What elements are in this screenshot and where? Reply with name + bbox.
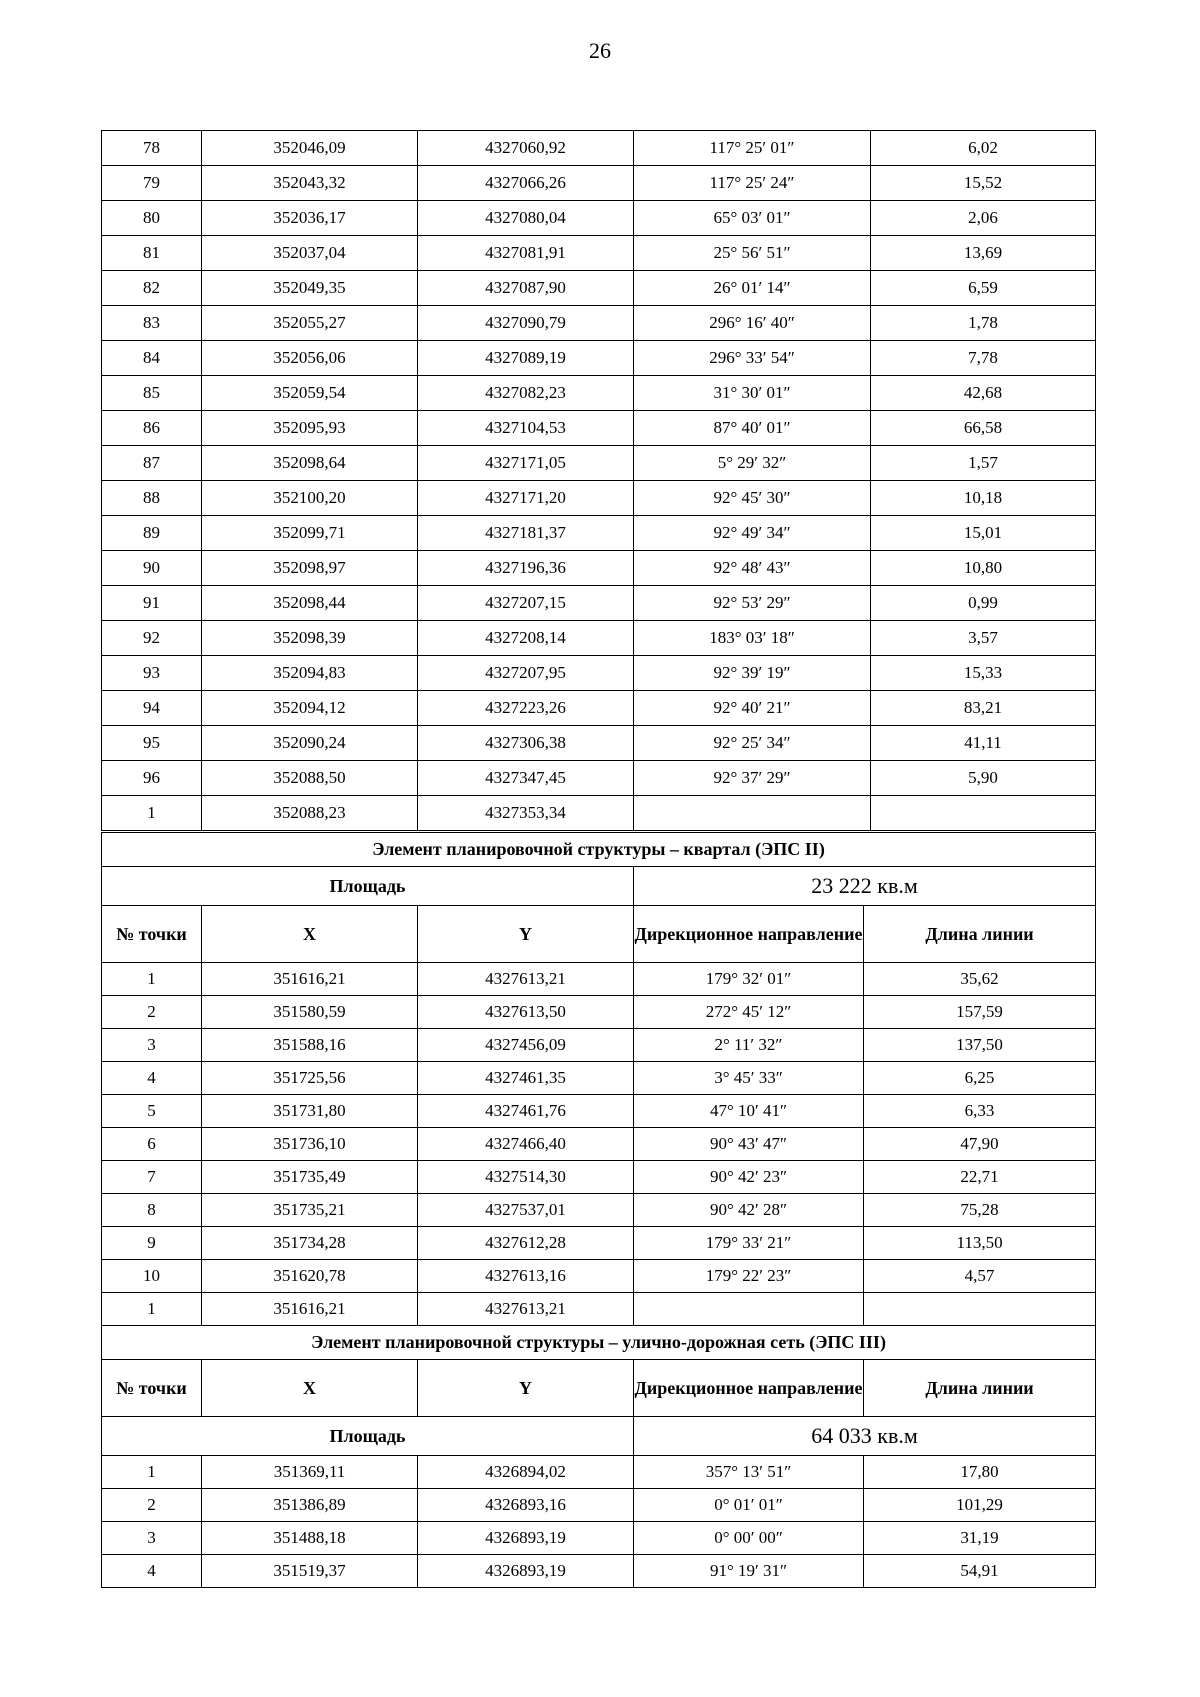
- cell-point-number: 6: [102, 1128, 202, 1161]
- cell-length: 4,57: [864, 1260, 1096, 1293]
- header-length: Длина линии: [864, 906, 1096, 963]
- cell-point-number: 5: [102, 1095, 202, 1128]
- cell-length: 5,90: [871, 761, 1096, 796]
- cell-point-number: 9: [102, 1227, 202, 1260]
- cell-y: 4327353,34: [418, 796, 634, 831]
- cell-y: 4327207,15: [418, 586, 634, 621]
- cell-direction: 179° 32′ 01″: [634, 963, 864, 996]
- cell-point-number: 4: [102, 1062, 202, 1095]
- cell-x: 351616,21: [202, 963, 418, 996]
- table-row: [102, 1029, 1096, 1062]
- cell-y: 4326893,19: [418, 1555, 634, 1588]
- table-row: [102, 796, 1096, 831]
- cell-y: 4327347,45: [418, 761, 634, 796]
- table-row: [102, 306, 1096, 341]
- cell-x: 351731,80: [202, 1095, 418, 1128]
- cell-x: 351736,10: [202, 1128, 418, 1161]
- cell-point-number: 1: [102, 796, 202, 831]
- cell-point-number: 3: [102, 1029, 202, 1062]
- cell-y: 4327613,16: [418, 1260, 634, 1293]
- coordinates-table-continued: [101, 130, 1096, 831]
- cell-x: 352049,35: [202, 271, 418, 306]
- section-title-eps2: Элемент планировочной структуры – квартал (ЭПС II): [102, 833, 1096, 867]
- cell-y: 4327080,04: [418, 201, 634, 236]
- cell-y: 4327082,23: [418, 376, 634, 411]
- cell-x: 351616,21: [202, 1293, 418, 1326]
- table-row: [102, 1489, 1096, 1522]
- cell-direction: 179° 22′ 23″: [634, 1260, 864, 1293]
- header-x: X: [202, 1360, 418, 1417]
- table-row: [102, 271, 1096, 306]
- cell-y: 4327196,36: [418, 551, 634, 586]
- cell-y: 4327461,76: [418, 1095, 634, 1128]
- cell-y: 4327613,50: [418, 996, 634, 1029]
- cell-direction: 5° 29′ 32″: [634, 446, 871, 481]
- header-point-number: № точки: [102, 906, 202, 963]
- table-row: [102, 516, 1096, 551]
- table-row: [102, 236, 1096, 271]
- area-row: [102, 1417, 1096, 1456]
- cell-direction: 47° 10′ 41″: [634, 1095, 864, 1128]
- cell-direction: [634, 1293, 864, 1326]
- table-row: [102, 1522, 1096, 1555]
- cell-point-number: 92: [102, 621, 202, 656]
- cell-point-number: 94: [102, 691, 202, 726]
- cell-point-number: 2: [102, 1489, 202, 1522]
- cell-length: 13,69: [871, 236, 1096, 271]
- cell-length: 0,99: [871, 586, 1096, 621]
- table-row: [102, 1293, 1096, 1326]
- cell-x: 351735,21: [202, 1194, 418, 1227]
- cell-length: 54,91: [864, 1555, 1096, 1588]
- cell-direction: 0° 01′ 01″: [634, 1489, 864, 1522]
- cell-y: 4327466,40: [418, 1128, 634, 1161]
- cell-point-number: 1: [102, 963, 202, 996]
- cell-direction: 92° 39′ 19″: [634, 656, 871, 691]
- cell-x: 352036,17: [202, 201, 418, 236]
- cell-length: 6,02: [871, 131, 1096, 166]
- cell-point-number: 87: [102, 446, 202, 481]
- cell-x: 352090,24: [202, 726, 418, 761]
- header-y: Y: [418, 906, 634, 963]
- cell-direction: 3° 45′ 33″: [634, 1062, 864, 1095]
- cell-point-number: 90: [102, 551, 202, 586]
- cell-length: 7,78: [871, 341, 1096, 376]
- cell-direction: [634, 796, 871, 831]
- cell-point-number: 89: [102, 516, 202, 551]
- table-row: [102, 1095, 1096, 1128]
- cell-x: 352098,44: [202, 586, 418, 621]
- header-row: [102, 906, 1096, 963]
- cell-point-number: 80: [102, 201, 202, 236]
- cell-length: 2,06: [871, 201, 1096, 236]
- table-row: [102, 726, 1096, 761]
- cell-direction: 117° 25′ 01″: [634, 131, 871, 166]
- table-row: [102, 1161, 1096, 1194]
- cell-y: 4326893,16: [418, 1489, 634, 1522]
- section-title-row: [102, 833, 1096, 867]
- cell-x: 352055,27: [202, 306, 418, 341]
- cell-x: 352099,71: [202, 516, 418, 551]
- header-y: Y: [418, 1360, 634, 1417]
- cell-x: 352098,39: [202, 621, 418, 656]
- page-number: 26: [589, 38, 611, 63]
- cell-length: 15,33: [871, 656, 1096, 691]
- cell-x: 351620,78: [202, 1260, 418, 1293]
- table-row: [102, 656, 1096, 691]
- table-row: [102, 621, 1096, 656]
- cell-direction: 296° 33′ 54″: [634, 341, 871, 376]
- cell-point-number: 4: [102, 1555, 202, 1588]
- cell-direction: 25° 56′ 51″: [634, 236, 871, 271]
- cell-length: [864, 1293, 1096, 1326]
- table-row: [102, 586, 1096, 621]
- cell-x: 352100,20: [202, 481, 418, 516]
- cell-point-number: 83: [102, 306, 202, 341]
- table-row: [102, 1128, 1096, 1161]
- cell-y: 4327090,79: [418, 306, 634, 341]
- table-row: [102, 996, 1096, 1029]
- cell-x: 352098,97: [202, 551, 418, 586]
- cell-y: 4327537,01: [418, 1194, 634, 1227]
- table-row: [102, 963, 1096, 996]
- cell-length: 1,78: [871, 306, 1096, 341]
- cell-point-number: 82: [102, 271, 202, 306]
- cell-length: 157,59: [864, 996, 1096, 1029]
- cell-y: 4326893,19: [418, 1522, 634, 1555]
- cell-point-number: 95: [102, 726, 202, 761]
- cell-direction: 31° 30′ 01″: [634, 376, 871, 411]
- coordinates-table-sections: [101, 832, 1096, 1588]
- area-label-eps2: Площадь: [102, 867, 634, 906]
- cell-y: 4327081,91: [418, 236, 634, 271]
- cell-y: 4327461,35: [418, 1062, 634, 1095]
- area-row: [102, 867, 1096, 906]
- table-row: [102, 691, 1096, 726]
- cell-point-number: 8: [102, 1194, 202, 1227]
- cell-y: 4327171,05: [418, 446, 634, 481]
- table-row: [102, 1555, 1096, 1588]
- cell-length: 137,50: [864, 1029, 1096, 1062]
- header-direction: Дирекционное направление: [634, 1360, 864, 1417]
- cell-length: 31,19: [864, 1522, 1096, 1555]
- cell-direction: 90° 42′ 23″: [634, 1161, 864, 1194]
- cell-y: 4327207,95: [418, 656, 634, 691]
- cell-x: 352095,93: [202, 411, 418, 446]
- cell-length: 1,57: [871, 446, 1096, 481]
- cell-x: 352088,23: [202, 796, 418, 831]
- cell-y: 4326894,02: [418, 1456, 634, 1489]
- cell-y: 4327456,09: [418, 1029, 634, 1062]
- table-row: [102, 551, 1096, 586]
- section-title-row: [102, 1326, 1096, 1360]
- cell-point-number: 1: [102, 1293, 202, 1326]
- table-row: [102, 1260, 1096, 1293]
- cell-length: 101,29: [864, 1489, 1096, 1522]
- header-length: Длина линии: [864, 1360, 1096, 1417]
- table-row: [102, 1062, 1096, 1095]
- cell-point-number: 10: [102, 1260, 202, 1293]
- table-row: [102, 1194, 1096, 1227]
- table-row: [102, 761, 1096, 796]
- cell-x: 351588,16: [202, 1029, 418, 1062]
- cell-direction: 92° 49′ 34″: [634, 516, 871, 551]
- cell-y: 4327306,38: [418, 726, 634, 761]
- cell-x: 351735,49: [202, 1161, 418, 1194]
- area-label-eps3: Площадь: [102, 1417, 634, 1456]
- cell-point-number: 79: [102, 166, 202, 201]
- cell-length: 17,80: [864, 1456, 1096, 1489]
- cell-x: 352059,54: [202, 376, 418, 411]
- area-value-eps3: 64 033 кв.м: [634, 1417, 1096, 1456]
- cell-y: 4327223,26: [418, 691, 634, 726]
- cell-point-number: 86: [102, 411, 202, 446]
- table-row: [102, 201, 1096, 236]
- cell-length: 75,28: [864, 1194, 1096, 1227]
- area-value-eps2: 23 222 кв.м: [634, 867, 1096, 906]
- cell-direction: 26° 01′ 14″: [634, 271, 871, 306]
- header-x: X: [202, 906, 418, 963]
- cell-x: 352088,50: [202, 761, 418, 796]
- table-row: [102, 376, 1096, 411]
- cell-direction: 92° 40′ 21″: [634, 691, 871, 726]
- cell-x: 351734,28: [202, 1227, 418, 1260]
- cell-point-number: 88: [102, 481, 202, 516]
- cell-length: 22,71: [864, 1161, 1096, 1194]
- cell-x: 351488,18: [202, 1522, 418, 1555]
- cell-direction: 183° 03′ 18″: [634, 621, 871, 656]
- cell-y: 4327208,14: [418, 621, 634, 656]
- cell-length: [871, 796, 1096, 831]
- cell-length: 47,90: [864, 1128, 1096, 1161]
- table-row: [102, 341, 1096, 376]
- cell-x: 352094,83: [202, 656, 418, 691]
- cell-length: 15,52: [871, 166, 1096, 201]
- cell-point-number: 78: [102, 131, 202, 166]
- table-row: [102, 411, 1096, 446]
- cell-length: 42,68: [871, 376, 1096, 411]
- cell-x: 351386,89: [202, 1489, 418, 1522]
- cell-x: 352098,64: [202, 446, 418, 481]
- cell-length: 10,18: [871, 481, 1096, 516]
- cell-point-number: 96: [102, 761, 202, 796]
- cell-direction: 65° 03′ 01″: [634, 201, 871, 236]
- cell-x: 352094,12: [202, 691, 418, 726]
- cell-length: 10,80: [871, 551, 1096, 586]
- cell-direction: 90° 43′ 47″: [634, 1128, 864, 1161]
- cell-x: 351369,11: [202, 1456, 418, 1489]
- cell-point-number: 81: [102, 236, 202, 271]
- cell-direction: 296° 16′ 40″: [634, 306, 871, 341]
- cell-point-number: 85: [102, 376, 202, 411]
- cell-x: 351580,59: [202, 996, 418, 1029]
- cell-x: 352056,06: [202, 341, 418, 376]
- cell-point-number: 1: [102, 1456, 202, 1489]
- cell-point-number: 93: [102, 656, 202, 691]
- cell-length: 35,62: [864, 963, 1096, 996]
- cell-x: 352037,04: [202, 236, 418, 271]
- table-row: [102, 166, 1096, 201]
- cell-point-number: 91: [102, 586, 202, 621]
- cell-direction: 92° 45′ 30″: [634, 481, 871, 516]
- cell-direction: 117° 25′ 24″: [634, 166, 871, 201]
- cell-direction: 272° 45′ 12″: [634, 996, 864, 1029]
- cell-direction: 87° 40′ 01″: [634, 411, 871, 446]
- header-row: [102, 1360, 1096, 1417]
- cell-length: 41,11: [871, 726, 1096, 761]
- cell-y: 4327104,53: [418, 411, 634, 446]
- cell-x: 352046,09: [202, 131, 418, 166]
- table-row: [102, 446, 1096, 481]
- cell-length: 6,33: [864, 1095, 1096, 1128]
- cell-x: 352043,32: [202, 166, 418, 201]
- cell-length: 15,01: [871, 516, 1096, 551]
- cell-direction: 92° 37′ 29″: [634, 761, 871, 796]
- cell-y: 4327181,37: [418, 516, 634, 551]
- cell-length: 6,59: [871, 271, 1096, 306]
- cell-point-number: 7: [102, 1161, 202, 1194]
- cell-y: 4327514,30: [418, 1161, 634, 1194]
- cell-y: 4327613,21: [418, 1293, 634, 1326]
- cell-length: 3,57: [871, 621, 1096, 656]
- cell-y: 4327171,20: [418, 481, 634, 516]
- table-row: [102, 1227, 1096, 1260]
- cell-y: 4327089,19: [418, 341, 634, 376]
- header-direction: Дирекционное направление: [634, 906, 864, 963]
- cell-y: 4327613,21: [418, 963, 634, 996]
- cell-length: 113,50: [864, 1227, 1096, 1260]
- cell-y: 4327060,92: [418, 131, 634, 166]
- cell-x: 351725,56: [202, 1062, 418, 1095]
- cell-direction: 0° 00′ 00″: [634, 1522, 864, 1555]
- cell-point-number: 84: [102, 341, 202, 376]
- cell-point-number: 2: [102, 996, 202, 1029]
- table-row: [102, 131, 1096, 166]
- header-point-number: № точки: [102, 1360, 202, 1417]
- cell-y: 4327066,26: [418, 166, 634, 201]
- cell-direction: 92° 25′ 34″: [634, 726, 871, 761]
- cell-x: 351519,37: [202, 1555, 418, 1588]
- cell-point-number: 3: [102, 1522, 202, 1555]
- table-row: [102, 481, 1096, 516]
- cell-direction: 92° 48′ 43″: [634, 551, 871, 586]
- cell-direction: 179° 33′ 21″: [634, 1227, 864, 1260]
- cell-direction: 357° 13′ 51″: [634, 1456, 864, 1489]
- section-title-eps3: Элемент планировочной структуры – улично-дорожная сеть (ЭПС III): [102, 1326, 1096, 1360]
- cell-direction: 90° 42′ 28″: [634, 1194, 864, 1227]
- cell-length: 66,58: [871, 411, 1096, 446]
- cell-y: 4327612,28: [418, 1227, 634, 1260]
- cell-direction: 2° 11′ 32″: [634, 1029, 864, 1062]
- cell-direction: 91° 19′ 31″: [634, 1555, 864, 1588]
- cell-y: 4327087,90: [418, 271, 634, 306]
- cell-length: 83,21: [871, 691, 1096, 726]
- cell-length: 6,25: [864, 1062, 1096, 1095]
- cell-direction: 92° 53′ 29″: [634, 586, 871, 621]
- table-row: [102, 1456, 1096, 1489]
